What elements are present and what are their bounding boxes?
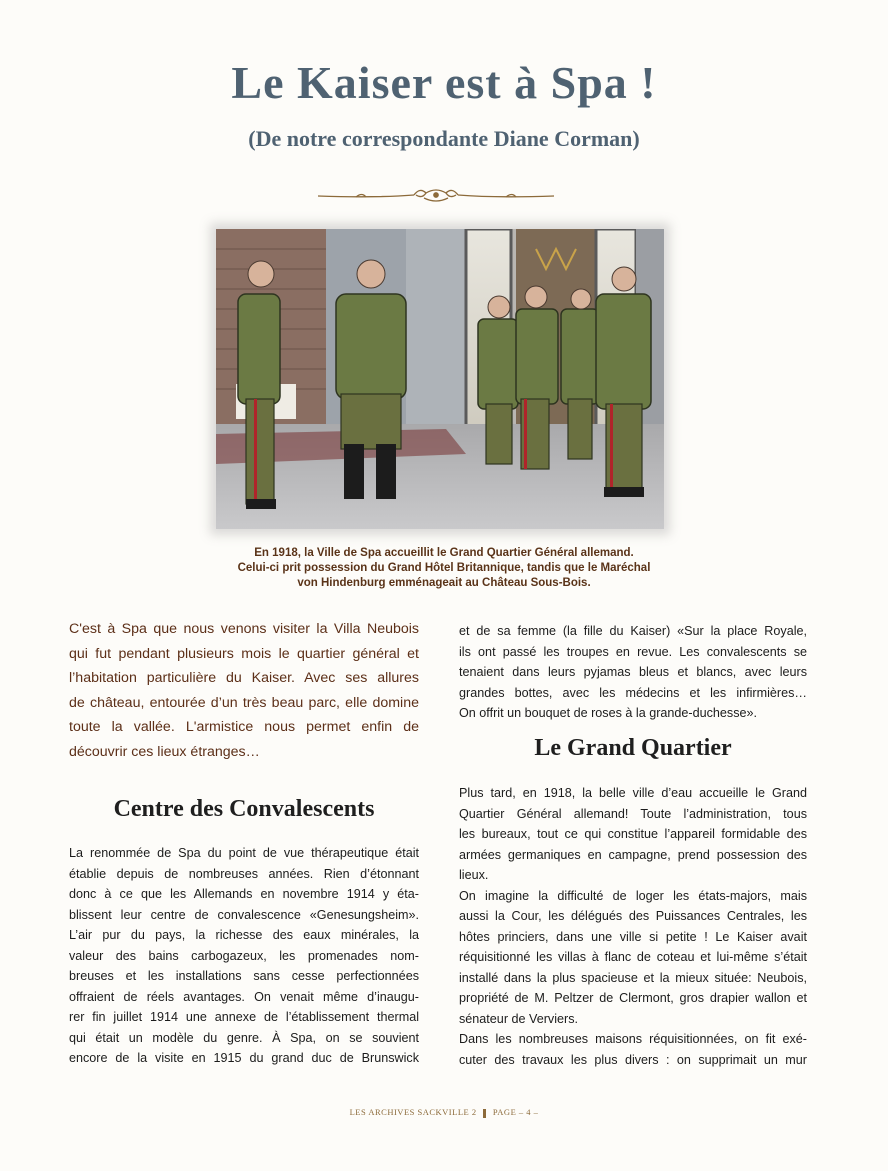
section-heading-convalescents: Centre des Convalescents [113, 796, 375, 822]
intro-line: toute la vallée. L'armistice nous permet enfin de [69, 719, 419, 735]
section-heading-grand-quartier: Le Grand Quartier [534, 735, 732, 761]
caption-line: En 1918, la Ville de Spa accueillit le Grand Quartier Général allemand. [254, 547, 634, 559]
paragraph-line: lieux. [459, 868, 489, 882]
footer-separator [483, 1109, 486, 1118]
paragraph-line: sénateur de Verviers. [459, 1011, 579, 1026]
paragraph-line: qui était un modèle du genre. À Spa, on se souvient [69, 1030, 419, 1045]
intro-line: l’habitation particulière du Kaiser. Avec ses allures [69, 670, 419, 686]
page-subtitle: (De notre correspondante Diane Corman) [248, 126, 640, 151]
illustration-image [216, 229, 664, 529]
paragraph-line: propriété de M. Peltzer de Clermont, gros drapier wallon et [459, 991, 807, 1005]
paragraph-line: installé dans la plus spacieuse et la mieux située: Neubois, [459, 970, 807, 985]
paragraph-line: armées germaniques en campagne, prend possession des [459, 847, 807, 862]
page-footer [0, 1107, 888, 1118]
paragraph-line: ils ont passé les troupes en revue. Les convalescents se [459, 644, 807, 659]
paragraph-line: La renommée de Spa du point de vue thérapeutique était [69, 846, 419, 860]
paragraph-line: L’air pur du pays, la richesse des eaux minérales, la [69, 928, 419, 942]
page-title: Le Kaiser est à Spa ! [231, 57, 657, 108]
paragraph-line: Plus tard, en 1918, la belle ville d’eau accueille le Grand [459, 786, 807, 800]
convalescents-paragraph [69, 843, 419, 1069]
scroll-ornament-icon [316, 184, 556, 206]
intro-line: C'est à Spa que nous venons visiter la Villa Neubois [69, 621, 419, 637]
paragraph-line: On imagine la difficulté de loger les états-majors, mais [459, 888, 807, 903]
paragraph-line: grandes bottes, avec les médecins et les infirmières… [459, 685, 807, 700]
paragraph-line: et de sa femme (la fille du Kaiser) «Sur la place Royale, [459, 624, 807, 638]
paragraph-line: cuter des travaux les plus divers : on supprimait un mur [459, 1052, 807, 1067]
paragraph-line: hôtes princiers, dans une ville si petite ! Le Kaiser avait [459, 929, 807, 944]
caption-line: von Hindenburg emménageait au Château Sous-Bois. [297, 577, 591, 589]
footer-series: LES ARCHIVES SACKVILLE 2 [349, 1107, 477, 1117]
paragraph-line: Dans les nombreuses maisons réquisitionnées, on fit exé- [459, 1032, 807, 1046]
paragraph-line: blissent leur centre de convalescence «Genesungsheim». [69, 907, 419, 922]
paragraph-line: breuses et les installations sans cesse perfectionnées [69, 969, 419, 983]
intro-line: qui fut pendant plusieurs mois le quartier général et [69, 645, 419, 662]
intro-line: découvrir ces lieux étranges… [69, 743, 260, 760]
paragraph-line: établie depuis de nombreuses années. Rien d’étonnant [69, 866, 419, 881]
paragraph-line: encore de la visite en 1915 du grand duc de Brunswick [69, 1051, 419, 1065]
footer-page-number: PAGE – 4 – [492, 1107, 539, 1117]
right-intro-paragraph [459, 621, 807, 724]
paragraph-line: rer fin juillet 1914 une annexe de l’établissement thermal [69, 1010, 419, 1024]
paragraph-line: les bureaux, tout ce qui constitue l’appareil formidable des [459, 827, 807, 841]
caption-line: Celui-ci prit possession du Grand Hôtel Britannique, tandis que le Maréchal [237, 562, 651, 574]
intro-paragraph [69, 617, 419, 764]
paragraph-line: Quartier Général allemand! Toute l’administration, tous [459, 806, 807, 821]
paragraph-line: aussi la Cour, les délégués des Puissances Centrales, les [459, 909, 807, 923]
paragraph-line: valeur des bains carbogazeux, les promenades nom- [69, 948, 419, 963]
paragraph-line: donc à ce que les Allemands en novembre 1914 y éta- [69, 887, 419, 901]
image-caption [200, 546, 688, 591]
paragraph-line: réquisitionné les villas à flanc de coteau et lui-même s’était [459, 950, 807, 964]
paragraph-line: On offrit un bouquet de roses à la grande-duchesse». [459, 706, 758, 720]
grand-quartier-paragraph [459, 783, 807, 1070]
intro-line: de château, entourée d’un très beau parc, elle domine [69, 694, 419, 711]
paragraph-line: offraient de réels avantages. On venait même d’inaugu- [69, 989, 419, 1004]
paragraph-line: tenaient dans leurs pyjamas bleus et blancs, avec leurs [459, 665, 807, 679]
